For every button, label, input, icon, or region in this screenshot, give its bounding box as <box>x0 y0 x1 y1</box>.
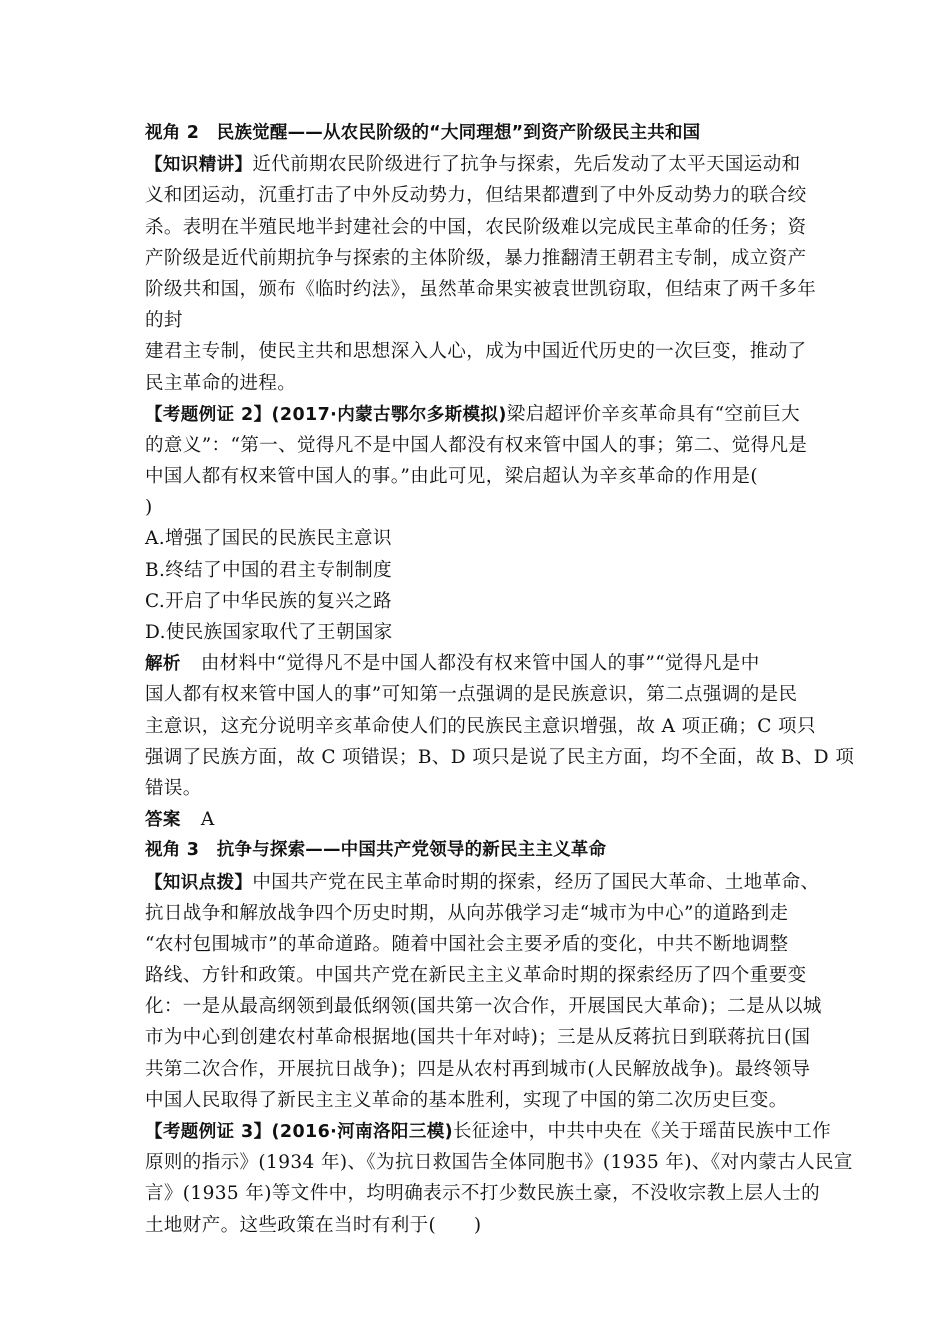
text-line: 国人都有权来管中国人的事”可知第一点强调的是民族意识，第二点强调的是民 <box>145 684 798 706</box>
section-heading: 视角 3 抗争与探索——中国共产党领导的新民主主义革命 <box>145 840 607 861</box>
text-line: 中国共产党在民主革命时期的探索，经历了国民大革命、土地革命、 <box>252 871 820 893</box>
example-source: (2016·河南洛阳三模) <box>271 1122 454 1142</box>
text-line: 中国人民取得了新民主主义革命的基本胜利，实现了中国的第二次历史巨变。 <box>145 1089 788 1111</box>
option-b: B.终结了中国的君主专制制度 <box>145 559 393 581</box>
text-line: “农村包围城市”的革命道路。随着中国社会主要矛盾的变化，中共不断地调整 <box>145 933 789 955</box>
option-a: A.增强了国民的民族民主意识 <box>145 528 392 550</box>
option-d: D.使民族国家取代了王朝国家 <box>145 622 393 643</box>
text-line: 建君主专制，使民主共和思想深入人心，成为中国近代历史的一次巨变，推动了 <box>145 341 807 363</box>
text-line: ) <box>145 497 153 519</box>
example-tag: 【考题例证 3】 <box>145 1122 272 1142</box>
text-line: 化：一是从最高纲领到最低纲领(国共第一次合作，开展国民大革命)；二是从以城 <box>145 996 822 1018</box>
analysis-label: 解析 <box>145 654 181 675</box>
knowledge-tag: 【知识精讲】 <box>145 155 253 176</box>
example-source: (2017·内蒙古鄂尔多斯模拟) <box>271 404 507 425</box>
answer-value: A <box>200 809 215 831</box>
text-line: 市为中心到创建农村革命根据地(国共十年对峙)；三是从反蒋抗日到联蒋抗日(国 <box>145 1027 811 1049</box>
answer-label: 答案 <box>145 810 181 831</box>
knowledge-tag: 【知识点拨】 <box>145 872 253 893</box>
page-content <box>145 118 855 1241</box>
text-line: 错误。 <box>145 777 202 799</box>
text-line: 原则的指示》(1934 年)、《为抗日救国告全体同胞书》(1935 年)、《对内蒙古人民宣 <box>145 1152 853 1174</box>
text-line: 由材料中“觉得凡不是中国人都没有权来管中国人的事”“觉得凡是中 <box>200 653 760 675</box>
text-line: 言》(1935 年)等文件中，均明确表示不打少数民族土豪，不没收宗教上层人士的 <box>145 1183 820 1205</box>
text-line: 主意识，这充分说明辛亥革命使人们的民族民主意识增强，故 A 项正确；C 项只 <box>145 715 816 737</box>
text-line: 民主革命的进程。 <box>145 372 297 394</box>
text-line: 抗日战争和解放战争四个历史时期，从向苏俄学习走“城市为中心”的道路到走 <box>145 902 789 924</box>
text-line: 杀。表明在半殖民地半封建社会的中国，农民阶级难以完成民主革命的任务；资 <box>145 216 807 238</box>
text-line: 梁启超评价辛亥革命具有“空前巨大 <box>506 403 801 425</box>
text-line: 强调了民族方面，故 C 项错误；B、D 项只是说了民主方面，均不全面，故 B、D 项 <box>145 746 855 768</box>
text-line: 义和团运动，沉重打击了中外反动势力，但结果都遭到了中外反动势力的联合绞 <box>145 185 807 207</box>
text-line: 阶级共和国，颁布《临时约法》，虽然革命果实被袁世凯窃取，但结束了两千多年 <box>145 278 817 300</box>
knowledge-paragraph <box>145 149 810 180</box>
text-line: 长征途中，中共中央在《关于瑶苗民族中工作 <box>453 1121 832 1142</box>
section-heading: 视角 2 民族觉醒——从农民阶级的“大同理想”到资产阶级民主共和国 <box>145 123 701 143</box>
text-line: 近代前期农民阶级进行了抗争与探索，先后发动了太平天国运动和 <box>252 154 801 176</box>
answer-line <box>145 804 810 835</box>
example-tag: 【考题例证 2】 <box>145 404 272 425</box>
text-line: 中国人都有权来管中国人的事。”由此可见，梁启超认为辛亥革命的作用是( <box>145 466 759 488</box>
text-line: 的意义”：“第一、觉得凡不是中国人都没有权来管中国人的事；第二、觉得凡是 <box>145 434 808 456</box>
text-line: 共第二次合作，开展抗日战争)；四是从农村再到城市(人民解放战争)。最终领导 <box>145 1058 811 1080</box>
text-line: 土地财产。这些政策在当时有利于( ) <box>145 1214 482 1236</box>
text-line: 路线、方针和政策。中国共产党在新民主主义革命时期的探索经历了四个重要变 <box>145 965 807 987</box>
knowledge-paragraph <box>145 867 820 898</box>
option-c: C.开启了中华民族的复兴之路 <box>145 590 392 612</box>
text-line: 的封 <box>145 310 183 332</box>
analysis-paragraph <box>145 648 810 679</box>
example-question <box>145 399 810 430</box>
text-line: 产阶级是近代前期抗争与探索的主体阶级，暴力推翻清王朝君主专制，成立资产 <box>145 247 807 269</box>
example-question <box>145 1116 832 1147</box>
